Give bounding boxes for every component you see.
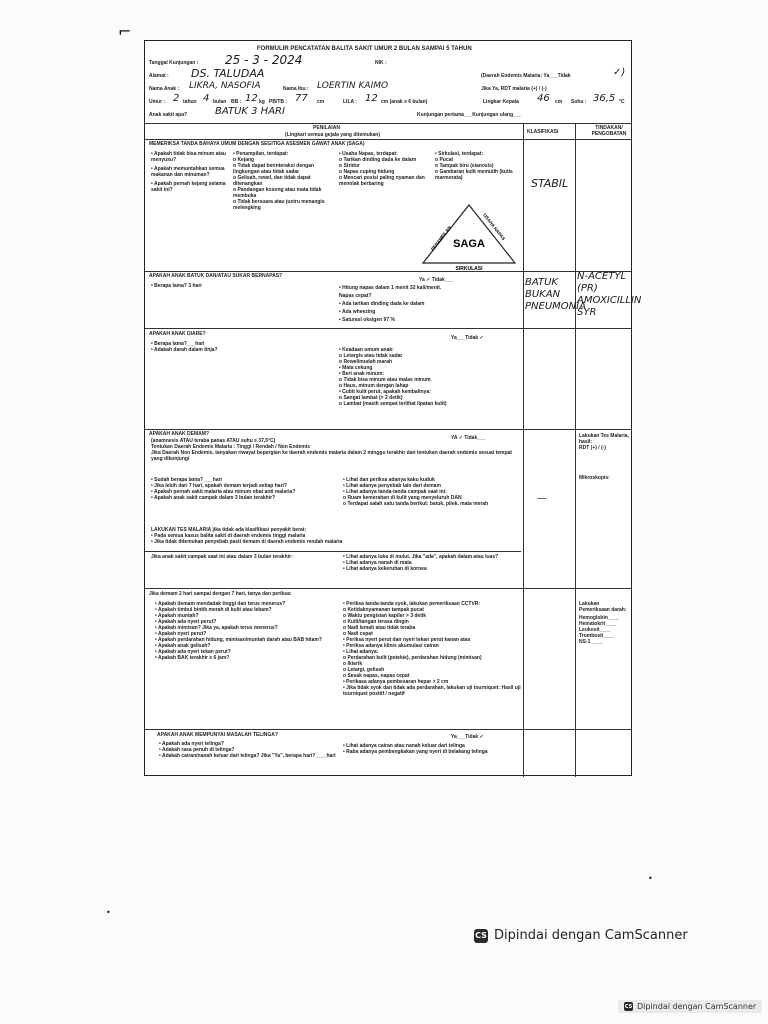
camscanner-footer bbox=[474, 928, 688, 943]
saga-col2: • Penampilan, terdapat: o Kejang o Tidak dapat berinteraksi dengan lingkungan atau tidak sadar o Gelisah, rewel, dan tidak dapat ditenangkan o Pandangan kosong atau mata tidak membuka o Tidak bersuara atau justru menangis melengking bbox=[233, 151, 325, 211]
suhu-label: Suhu : bbox=[571, 99, 587, 105]
saga-left-label: PENAMPILAN bbox=[429, 225, 453, 252]
alamat-label: Alamat : bbox=[149, 73, 169, 79]
demam-tindakan: Lakukan Tes Malaria, hasil: RDT (+) / (-) Mikroskopis: bbox=[579, 433, 629, 481]
pbtb-unit: cm bbox=[317, 99, 325, 105]
saga-right-label: USAHA NAPAS bbox=[482, 212, 507, 242]
telinga-yatidak: Ya___Tidak ✓ bbox=[451, 734, 484, 740]
stray-dot: • bbox=[648, 874, 653, 883]
kunjungan-label: Kunjungan pertama___Kunjungan ulang___ bbox=[417, 112, 522, 118]
nama-ibu-label: Nama Ibu : bbox=[283, 86, 309, 92]
saga-col1: • Apakah tidak bisa minum atau menyusu? • Apakah memuntahkan semua makanan dan minuman? • Apakah pernah kejang selama sakit ini? bbox=[151, 151, 226, 193]
suhu-value: 36,5 bbox=[593, 93, 616, 104]
telinga-questions: • Apakah ada nyeri telinga? • Adakah rasa penuh di telinga? • Adakah cairan/nanah keluar dari telinga? Jika "Ya", berapa hari?____hari bbox=[159, 741, 336, 759]
saga-bottom-label: SIRKULASI bbox=[455, 266, 483, 271]
batuk-klasifikasi-value: BATUK BUKAN PNEUMONIA bbox=[525, 277, 586, 312]
demam-exam-list: • Lihat dan periksa adanya kaku kuduk • Lihat adanya penyebab lain dari demam • Lihat adanya tanda-tanda campak saat ini: o Ruam kemerahan di kulit yang menyeluruh DAN o Terdapat salah satu tanda berikut: batuk, pilek, mata merah bbox=[343, 477, 489, 507]
lila-unit: cm (anak ≥ 6 bulan) bbox=[381, 99, 428, 105]
stray-dot: • bbox=[106, 908, 111, 917]
form-title: FORMULIR PENCATATAN BALITA SAKIT UMUR 2 BULAN SAMPAI 5 TAHUN bbox=[257, 46, 472, 52]
umur-tahun-value: 2 bbox=[173, 93, 180, 104]
saga-triangle-diagram bbox=[419, 201, 519, 271]
demam2-questions: • Apakah demam mendadak tinggi dan terus menerus? • Apakah timbul bintik merah di kulit atau lebam? • Apakah muntah? • Apakah ada nyeri perut? • Apakah mimisan? Jika ya, apakah terus menerus? • Apakah nyeri perut? • Apakah perdarahan hidung, mimisan/muntah darah atau BAB hitam? • Apakah anak gelisah? • Apakah ada nyeri tekan perut? • Apakah BAK terakhir ≥ 6 jam? bbox=[155, 601, 322, 661]
batuk-yatidak: Ya ✓ Tidak___ bbox=[419, 277, 454, 283]
lingkar-label: Lingkar Kepala bbox=[483, 99, 519, 105]
batuk-title: APAKAH ANAK BATUK DAN/ATAU SUKAR BERNAPAS? bbox=[149, 273, 283, 279]
sakit-value: BATUK 3 HARI bbox=[215, 106, 285, 117]
campak-question: Jika anak sakit campak saat ini atau dalam 3 bulan terakhir: bbox=[151, 554, 293, 560]
alamat-value: DS. TALUDAA bbox=[191, 67, 265, 80]
tanggal-label: Tanggal Kunjungan : bbox=[149, 60, 199, 66]
camscanner-text: Dipindai dengan CamScanner bbox=[494, 928, 688, 943]
umur-label: Umur : bbox=[149, 99, 166, 105]
campak-exam-list: • Lihat adanya luka di mulut. Jika "ada", apakah dalam atau luas? • Lihat adanya nanah di mata • Lihat adanya kekeruhan di kornea bbox=[343, 554, 499, 572]
endemis-value: ✓) bbox=[613, 67, 626, 78]
stray-mark: ⌐ bbox=[118, 22, 132, 41]
umur-tahun-label: tahun bbox=[183, 99, 197, 105]
lingkar-unit: cm bbox=[555, 99, 563, 105]
tindakan-header: TINDAKAN/ PENGOBATAN bbox=[591, 125, 627, 137]
endemis-label: (Daerah Endemis Malaria: Ya___Tidak bbox=[481, 73, 571, 79]
saga-center-label: SAGA bbox=[453, 238, 485, 250]
camscanner-watermark-icon: CS bbox=[624, 1003, 633, 1010]
demam2-title: Jika demam 2 hari sampai dengan 7 hari, tanya dan periksa: bbox=[149, 591, 292, 597]
demam-questions: • Sudah berapa lama? ___hari • Jika lebih dari 7 hari, apakah demam terjadi setiap hari? • Apakah pernah sakit malaria atau minum obat anti malaria? • Apakah anak sakit campak dalam 3 bulan terakhir? bbox=[151, 477, 296, 501]
saga-col3: • Usaha Napas, terdapat: o Tarikan dinding dada ke dalam o Stridor o Napas cuping hidung o Mencari posisi paling nyaman dan menolak berbaring bbox=[339, 151, 425, 187]
tanggal-value: 25 - 3 - 2024 bbox=[225, 53, 303, 67]
penilaian-sub: (Lingkari semua gejala yang ditemukan) bbox=[285, 132, 381, 138]
batuk-tindakan-value: N-ACETYL (PR) AMOXICILLIN SYR bbox=[577, 271, 642, 318]
sakit-label: Anak sakit apa? bbox=[149, 112, 188, 118]
lila-value: 12 bbox=[365, 93, 378, 104]
demam2-tindakan: Lakukan Pemeriksaan darah: Hemoglobin____ Hematokrit____ Leukosit____ Trombosit____ NS-1 ____ bbox=[579, 601, 627, 645]
camscanner-watermark bbox=[618, 1000, 762, 1013]
demam-klasifikasi-dash: — bbox=[537, 493, 547, 504]
suhu-unit: °C bbox=[619, 99, 625, 105]
bb-value: 12 bbox=[245, 93, 258, 104]
malaria-test-instructions: LAKUKAN TES MALARIA jika tidak ada klasifikasi penyakit berat: • Pada semua kasus balita sakit di daerah endemis tinggi malaria • Jika tidak ditemukan penyebab pasti demam di daerah endemis rendah malaria bbox=[151, 527, 343, 545]
pbtb-label: PB/TB : bbox=[269, 99, 288, 105]
batuk-duration: • Berapa lama? 3 hari bbox=[151, 283, 202, 289]
demam-yatidak: YA ✓ Tidak___ bbox=[451, 435, 486, 441]
rdt-label: Jika Ya, RDT malaria (+) / (-) bbox=[481, 86, 547, 92]
penilaian-header: PENILAIAN bbox=[313, 125, 340, 131]
telinga-title: APAKAH ANAK MEMPUNYAI MASALAH TELINGA? bbox=[157, 732, 278, 738]
telinga-exam-list: • Lihat adanya cairan atau nanah keluar dari telinga • Raba adanya pembengkakan yang nyeri di belakang telinga bbox=[343, 743, 488, 755]
demam2-exam-list: • Periksa tanda-tanda syok, lakukan pemeriksaan CCTVR: o Ketidaknyamanan tampak pucat o Waktu pengisian kapiler > 3 detik o Kulit/tangan terasa dingin o Nadi lemah atau tidak teraba o Nadi cepat • Periksa nyeri perut dan nyeri tekan perut kanan atas • Periksa adanya klinis akumulasi cairan • Lihat adanya: o Perdarahan kulit (petekie), perdarahan hidung (mimisan) o Ikterik o Letargi, gelisah o Sesak napas, napas cepat • Perikasa adanya pembesaran hepar > 2 cm • Jika tidak syok dan tidak ada perdarahan, lakukan uji tourniquet: Hasil uji tourniquet positif / negatif bbox=[343, 601, 521, 697]
demam-title: APAKAH ANAK DEMAM? bbox=[149, 431, 209, 437]
klasifikasi-header: KLASIFIKASI bbox=[527, 129, 559, 135]
diare-exam-list: • Keadaan umum anak: o Letargis atau tidak sadar o Rewel/mudah marah • Mata cekung • Beri anak minum: o Tidak bisa minum atau malas minum o Haus, minum dengan lahap • Cubit kulit perut, apakah kembalinya: o Sangat lambat (> 2 detik) o Lambat (masih sempat terlihat lipatan kulit) bbox=[339, 347, 447, 407]
demam-instructions: (anamnesis ATAU teraba panas ATAU suhu ≥ 37,5°C) Tentukan Daerah Endemis Malaria : Tinggi / Rendah / Non Endemis Jika Daerah Non Endemis, tanyakan riwayat bepergian ke daerah endemis malaria dalam 2 minggu terakhir dan tentukan daerah endemis sesuai tempat yang dikunjungi bbox=[151, 438, 512, 462]
lila-label: LILA : bbox=[343, 99, 357, 105]
pbtb-value: 77 bbox=[295, 93, 308, 104]
diare-title: APAKAH ANAK DIARE? bbox=[149, 331, 206, 337]
umur-bulan-value: 4 bbox=[203, 93, 210, 104]
saga-col4: • Sirkulasi, terdapat: o Pucat o Tampak biru (sianosis) o Gambaran kulit memutih (kutis marmorata) bbox=[435, 151, 513, 181]
batuk-exam-list: • Hitung napas dalam 1 menit 32 kali/menit. Napas cepat? • Ada tarikan dinding dada ke dalam • Ada wheezing • Saturasi oksigen 97 % bbox=[339, 285, 442, 323]
camscanner-icon: CS bbox=[474, 929, 488, 943]
form-sheet bbox=[144, 40, 642, 776]
camscanner-watermark-text: Dipindai dengan CamScanner bbox=[637, 1002, 757, 1011]
nama-anak-value: LIKRA, NASOFIA bbox=[189, 81, 261, 91]
bb-unit: kg bbox=[259, 99, 265, 105]
diare-questions: • Berapa lama?___hari • Adakah darah dalam tinja? bbox=[151, 341, 218, 353]
nama-anak-label: Nama Anak : bbox=[149, 86, 180, 92]
saga-title: MEMERIKSA TANDA BAHAYA UMUM DENGAN SEGITIGA ASESMEN GAWAT ANAK (SAGA) bbox=[149, 141, 365, 147]
nik-label: NIK : bbox=[375, 60, 387, 66]
bb-label: BB : bbox=[231, 99, 242, 105]
nama-ibu-value: LOERTIN KAIMO bbox=[317, 81, 389, 91]
lingkar-value: 46 bbox=[537, 93, 550, 104]
umur-bulan-label: bulan bbox=[213, 99, 227, 105]
diare-yatidak: Ya___Tidak ✓ bbox=[451, 335, 484, 341]
saga-klasifikasi-value: STABIL bbox=[531, 177, 569, 190]
